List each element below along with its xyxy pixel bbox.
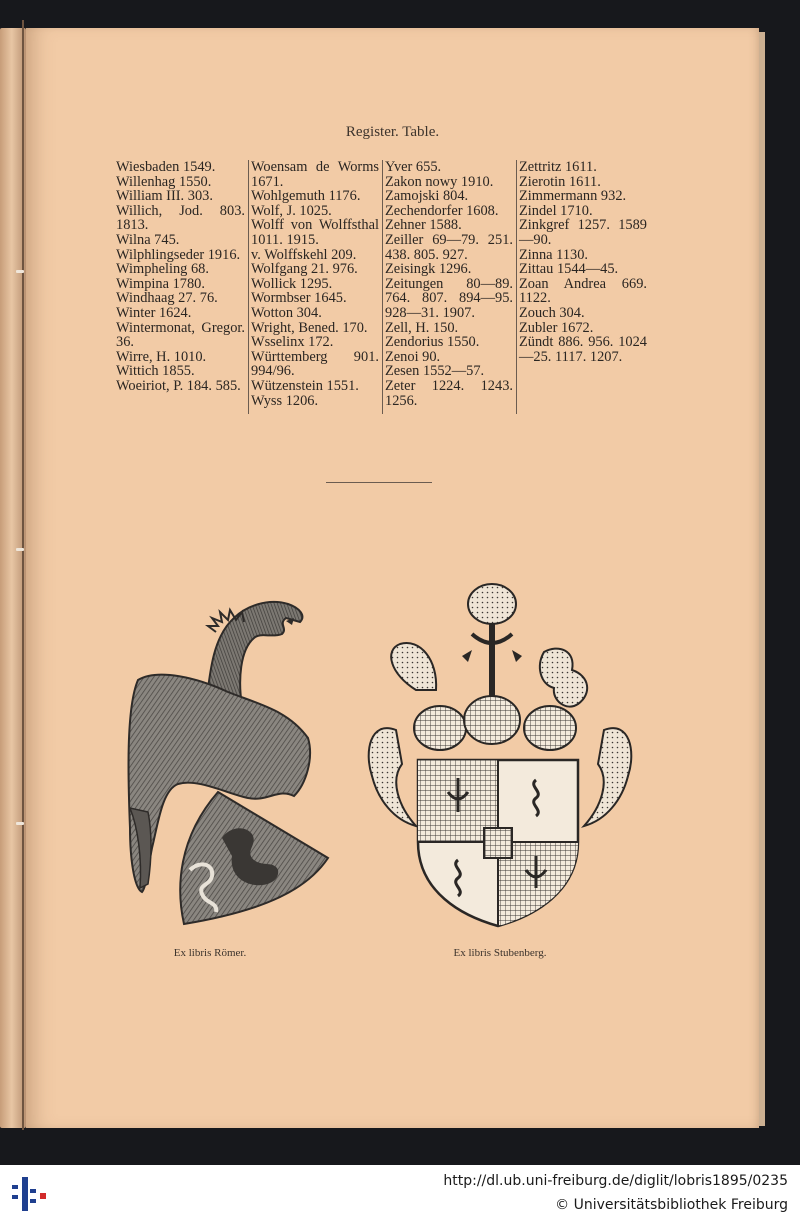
index-entry: Zechendorfer 1608.: [385, 202, 499, 219]
index-entry: Zierotin 1611.: [519, 173, 601, 190]
index-entry: Zimmermann 932.: [519, 188, 627, 205]
index-entry: Wolfgang 21. 976.: [251, 261, 358, 278]
index-entry: Willenhag 1550.: [116, 173, 212, 190]
book-binding: [22, 20, 24, 1130]
index-entry: Winter 1624.: [116, 304, 192, 321]
index-entry: Wolff von Wolffsthal 1011. 1915.: [251, 217, 379, 248]
index-entry: Woeiriot, P. 184. 585.: [116, 377, 241, 394]
caption-ex-libris-roemer: Ex libris Römer.: [173, 947, 247, 959]
viewer-footer: [0, 1165, 800, 1223]
index-entry: Windhaag 27. 76.: [116, 290, 218, 307]
index-entry: Zinna 1130.: [519, 246, 589, 263]
index-column-4: [516, 160, 650, 414]
index-entry: Württemberg 901. 994/96.: [251, 348, 379, 380]
index-entry: Wsselinx 172.: [251, 334, 334, 351]
index-entry: Zeter 1224. 1243. 1256.: [385, 377, 513, 409]
index-entry: v. Wolffskehl 209.: [251, 246, 357, 263]
stubenberg-arms-engraving: [360, 580, 640, 932]
caption-ex-libris-stubenberg: Ex libris Stubenberg.: [453, 947, 547, 959]
index-entry: Wützenstein 1551.: [251, 377, 359, 394]
index-entry: Zittau 1544—45.: [519, 261, 619, 278]
binding-stitch: [16, 822, 24, 825]
index-entry: Zamojski 804.: [385, 188, 469, 205]
index-entry: Wimpina 1780.: [116, 275, 205, 292]
copyright-notice: © Universitätsbibliothek Freiburg: [555, 1197, 788, 1213]
index-entry: Woensam de Worms 1671.: [251, 159, 379, 190]
index-entry: Wintermonat, Gregor. 36.: [116, 319, 245, 351]
index-entry: Yver 655.: [385, 159, 442, 175]
index-entry: Zeisingk 1296.: [385, 261, 472, 278]
dragon-crest-engraving: [118, 588, 338, 928]
index-entry: William III. 303.: [116, 188, 213, 205]
page-header: Register. Table.: [345, 124, 440, 140]
index-entry: Wilna 745.: [116, 231, 180, 248]
index-entry: Wilphlingseder 1916.: [116, 246, 241, 263]
permalink-url[interactable]: http://dl.ub.uni-freiburg.de/diglit/lobris1895/0235: [443, 1173, 788, 1189]
index-entry: Zeiller 69—79. 251. 438. 805. 927.: [385, 231, 513, 263]
index-entry: Wolf, J. 1025.: [251, 202, 332, 219]
binding-stitch: [16, 548, 24, 551]
index-entry: Wittich 1855.: [116, 363, 195, 380]
index-entry: Zoan Andrea 669. 1122.: [519, 275, 647, 307]
index-entry: Zendorius 1550.: [385, 334, 480, 351]
index-column-3: [382, 160, 516, 414]
index-entry: Zettritz 1611.: [519, 159, 597, 175]
index-entry: Wiesbaden 1549.: [116, 159, 216, 175]
index-entry: Zakon nowy 1910.: [385, 173, 494, 190]
page-edge-right: [759, 32, 765, 1126]
index-entry: Wollick 1295.: [251, 275, 333, 292]
index-entry: Zeitungen 80—89. 764. 807. 894—95. 928—31. 1907.: [385, 275, 513, 321]
index-column-1: [114, 160, 248, 414]
index-entry: Zenoi 90.: [385, 348, 441, 365]
index-entry: Zinkgref 1257. 1589 —90.: [519, 217, 647, 248]
register-index: [114, 160, 650, 414]
index-entry: Zindel 1710.: [519, 202, 593, 219]
section-divider: [326, 482, 432, 483]
index-entry: Zehner 1588.: [385, 217, 462, 234]
index-entry: Wimpheling 68.: [116, 261, 209, 278]
index-entry: Wyss 1206.: [251, 392, 319, 409]
index-entry: Zündt 886. 956. 1024 —25. 1117. 1207.: [519, 334, 647, 365]
index-entry: Wormbser 1645.: [251, 290, 347, 307]
index-entry: Wotton 304.: [251, 304, 322, 321]
index-entry: Wright, Bened. 170.: [251, 319, 368, 336]
index-entry: Wohlgemuth 1176.: [251, 188, 361, 205]
index-entry: Zouch 304.: [519, 304, 585, 321]
index-entry: Zell, H. 150.: [385, 319, 459, 336]
index-entry: Willich, Jod. 803. 1813.: [116, 202, 245, 234]
uni-freiburg-logo-icon[interactable]: [12, 1175, 52, 1215]
index-entry: Wirre, H. 1010.: [116, 348, 207, 365]
binding-stitch: [16, 270, 24, 273]
index-entry: Zesen 1552—57.: [385, 363, 485, 380]
index-column-2: [248, 160, 382, 414]
index-entry: Zubler 1672.: [519, 319, 594, 336]
